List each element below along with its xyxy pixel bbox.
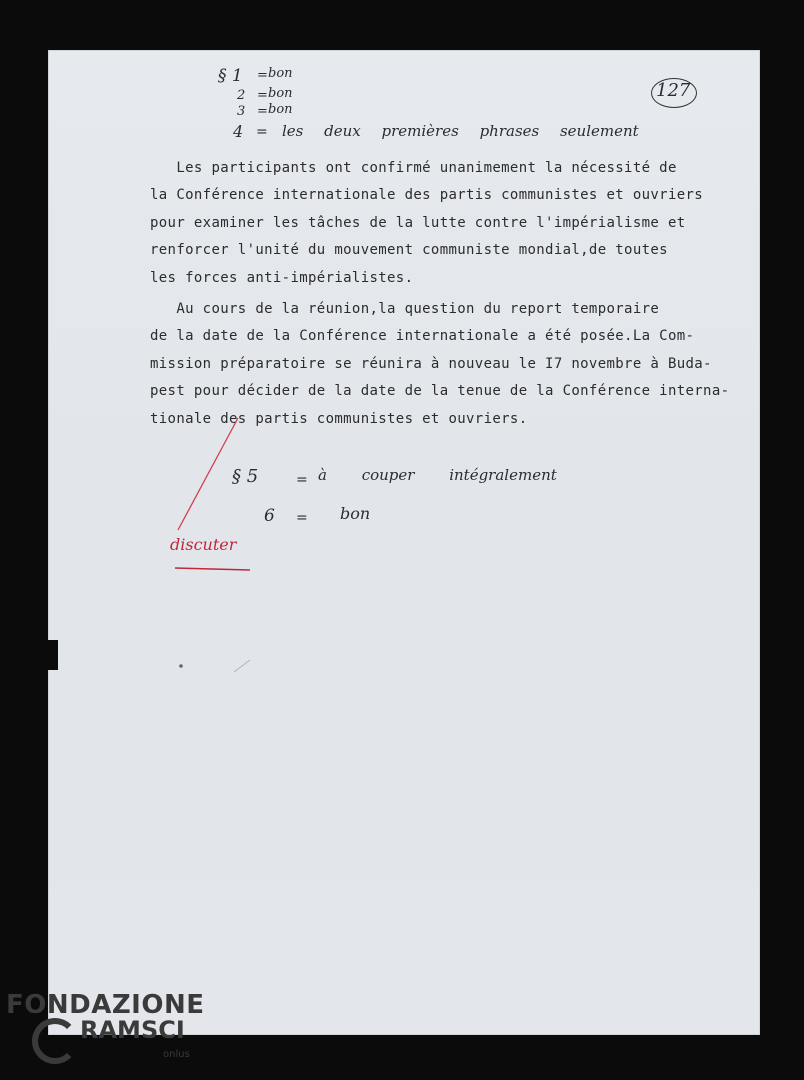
note-5-eq: = — [296, 472, 308, 488]
text-line: mission préparatoire se réunira à nouveau le I7 novembre à Buda- — [150, 355, 712, 372]
note-6-eq: = — [296, 510, 308, 526]
text-line: pest pour décider de la date de la tenue de la Conférence interna- — [150, 383, 730, 400]
text-line: Au cours de la réunion,la question du report temporaire — [150, 301, 660, 318]
note-2-val: bon — [268, 86, 293, 101]
note-1-key: § 1 — [218, 66, 243, 86]
text-line: les forces anti-impérialistes. — [150, 269, 414, 286]
text-line: renforcer l'unité du mouvement communiste mondial,de toutes — [150, 242, 668, 259]
note-4-key: 4 — [233, 122, 244, 141]
text-line: Les participants ont confirmé unanimement la nécessité de — [150, 160, 677, 176]
note-3-val: bon — [268, 102, 293, 117]
watermark-line-1: FONDAZIONE — [6, 990, 205, 1020]
dot-mark — [179, 664, 183, 668]
note-4-eq: = — [256, 124, 268, 140]
note-6-val: bon — [340, 504, 371, 523]
note-2-key: 2 — [237, 88, 246, 103]
note-1-eq: = — [257, 68, 268, 83]
note-3-key: 3 — [237, 104, 246, 119]
text-line: pour examiner les tâches de la lutte contre l'impérialisme et — [150, 214, 686, 231]
text-line: tionale des partis communistes et ouvriers. — [150, 410, 528, 427]
faint-stroke — [234, 660, 250, 672]
text-line: la Conférence internationale des partis communistes et ouvriers — [150, 187, 704, 204]
watermark-g-logo-icon — [32, 1018, 78, 1064]
note-5-val: à couper intégralement — [318, 466, 557, 484]
note-5-key: § 5 — [232, 466, 259, 487]
note-1-val: bon — [268, 66, 293, 81]
note-6-key: 6 — [264, 506, 275, 526]
text-line: de la date de la Conférence internationale a été posée.La Com- — [150, 328, 695, 345]
note-2-eq: = — [257, 88, 268, 103]
red-note: discuter — [170, 535, 237, 554]
page-number: 127 — [656, 80, 691, 101]
note-3-eq: = — [257, 104, 268, 119]
watermark-line-2: RAMSCI — [80, 1016, 185, 1044]
watermark-line-3: onlus — [163, 1049, 190, 1060]
note-4-val: les deux premières phrases seulement — [282, 122, 639, 140]
